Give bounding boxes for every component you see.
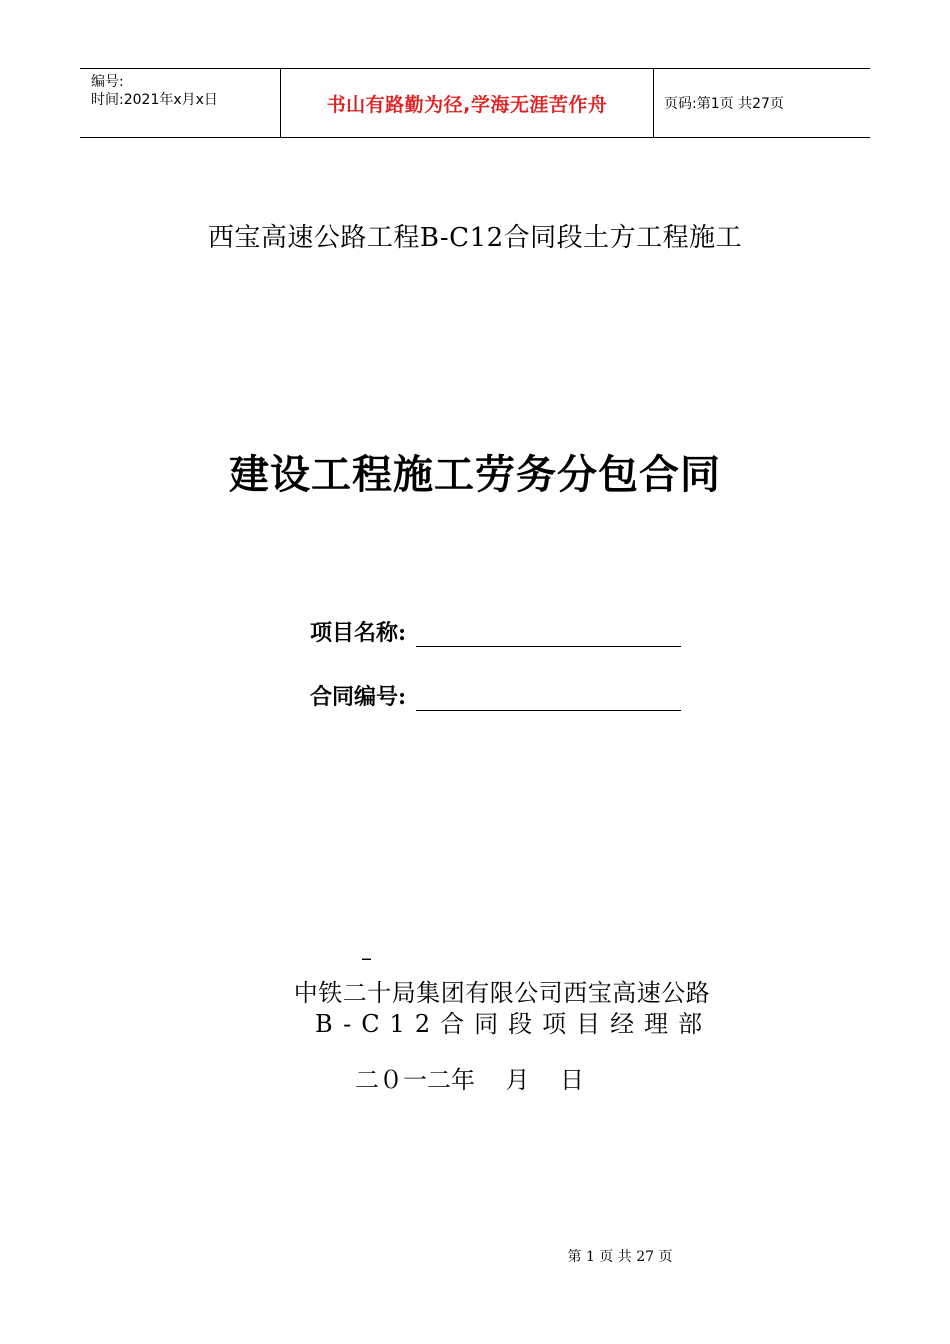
time-label: 时间:2021年x月x日: [91, 92, 218, 108]
header-page-cell: [654, 69, 870, 137]
document-title: 建设工程施工劳务分包合同: [229, 451, 721, 498]
document-date: 二０一二年 月 日: [355, 1066, 585, 1094]
project-name-blank: [416, 620, 681, 647]
document-subtitle: 西宝高速公路工程B-C12合同段土方工程施工: [207, 223, 743, 253]
project-name-label: 项目名称:: [310, 620, 407, 646]
header-left-cell: [80, 69, 281, 137]
page-header: [80, 68, 870, 138]
contract-number-field: [310, 680, 681, 711]
header-motto-cell: [281, 69, 654, 137]
contract-number-blank: [416, 684, 681, 711]
page-info: 页码:第1页 共27页: [664, 96, 784, 112]
organization-line-2: B-C12合同段项目经理部: [315, 1010, 713, 1038]
contract-number-label: 合同编号:: [310, 684, 407, 710]
organization-line-1: 中铁二十局集团有限公司西宝高速公路: [293, 979, 711, 1007]
project-name-field: [310, 616, 681, 647]
number-label: 编号:: [91, 74, 124, 90]
dash-mark: –: [361, 946, 372, 971]
motto-text: 书山有路勤为径,学海无涯苦作舟: [326, 93, 608, 116]
page-footer: 第 1 页 共 27 页: [567, 1249, 673, 1265]
